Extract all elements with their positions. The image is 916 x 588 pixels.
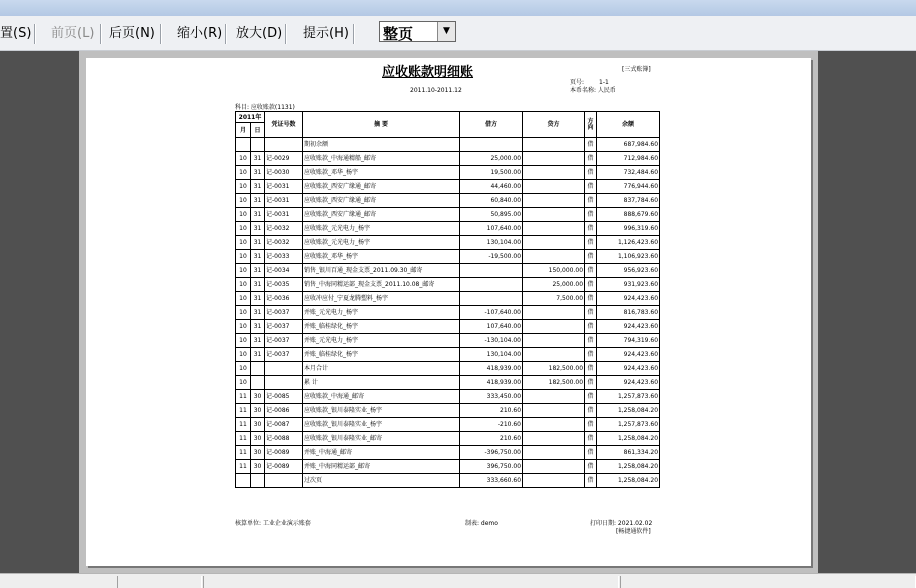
row-month: 10 (236, 208, 251, 222)
row-balance: 1,258,084.20 (597, 404, 660, 418)
row-summary: 销售_中海同精运部_现金支票_2011.10.08_邮寄 (303, 278, 460, 292)
row-day: 31 (251, 306, 265, 320)
row-credit (523, 446, 585, 460)
row-balance: 816,783.60 (597, 306, 660, 320)
row-credit (523, 390, 585, 404)
row-summary: 并账_元光电力_杨宇 (303, 306, 460, 320)
toolbar-separator (225, 24, 227, 44)
row-debit (460, 278, 523, 292)
row-credit: 7,500.00 (523, 292, 585, 306)
row-day: 30 (251, 460, 265, 474)
status-pane (620, 576, 916, 588)
print-setup-button[interactable]: 置(S) (0, 26, 32, 41)
header-credit: 贷方 (523, 112, 585, 138)
row-debit: 107,640.00 (460, 222, 523, 236)
row-balance: 861,334.20 (597, 446, 660, 460)
row-debit: 107,640.00 (460, 320, 523, 334)
row-day: 31 (251, 222, 265, 236)
row-balance: 924,423.60 (597, 362, 660, 376)
row-direction: 借 (585, 264, 597, 278)
header-balance: 余额 (597, 112, 660, 138)
row-debit: 25,000.00 (460, 152, 523, 166)
ledger-row (236, 320, 660, 334)
row-balance: 1,258,084.20 (597, 432, 660, 446)
row-direction: 借 (585, 208, 597, 222)
row-direction: 借 (585, 362, 597, 376)
row-day: 31 (251, 250, 265, 264)
row-voucher: 记-0089 (265, 446, 303, 460)
row-credit (523, 208, 585, 222)
hint-button[interactable]: 提示(H) (303, 26, 349, 41)
row-summary: 应收账款_邓华_杨宇 (303, 250, 460, 264)
ledger-row (236, 306, 660, 320)
row-balance: 1,126,423.60 (597, 236, 660, 250)
row-month: 10 (236, 236, 251, 250)
row-voucher: 记-0036 (265, 292, 303, 306)
row-credit (523, 460, 585, 474)
row-month: 11 (236, 432, 251, 446)
row-direction: 借 (585, 404, 597, 418)
header-debit: 借方 (460, 112, 523, 138)
header-month: 月 (236, 123, 251, 138)
row-summary: 应收账款_西安广缘通_邮寄 (303, 194, 460, 208)
row-credit (523, 250, 585, 264)
row-day: 30 (251, 390, 265, 404)
row-voucher: 记-0034 (265, 264, 303, 278)
row-month: 10 (236, 292, 251, 306)
row-summary: 销售_银川百通_现金支票_2011.09.30_邮寄 (303, 264, 460, 278)
row-voucher: 记-0031 (265, 180, 303, 194)
ledger-row (236, 180, 660, 194)
ledger-row (236, 222, 660, 236)
prev-page-button[interactable]: 前页(L) (51, 26, 95, 41)
row-balance: 1,257,873.60 (597, 390, 660, 404)
row-credit (523, 334, 585, 348)
ledger-row (236, 250, 660, 264)
ledger-row (236, 278, 660, 292)
row-month: 11 (236, 390, 251, 404)
row-month: 11 (236, 446, 251, 460)
page-number-label: 页号: (570, 79, 585, 86)
row-debit: -19,500.00 (460, 250, 523, 264)
row-debit: -107,640.00 (460, 306, 523, 320)
row-balance: 956,923.60 (597, 264, 660, 278)
row-direction: 借 (585, 292, 597, 306)
row-balance: 924,423.60 (597, 376, 660, 390)
row-voucher: 记-0085 (265, 390, 303, 404)
row-voucher: 记-0037 (265, 320, 303, 334)
row-voucher (265, 362, 303, 376)
row-direction: 借 (585, 222, 597, 236)
ledger-row (236, 418, 660, 432)
row-voucher (265, 376, 303, 390)
row-day (251, 138, 265, 152)
ledger-row (236, 334, 660, 348)
row-day: 31 (251, 334, 265, 348)
row-voucher: 记-0035 (265, 278, 303, 292)
row-direction: 借 (585, 474, 597, 488)
row-voucher: 记-0037 (265, 306, 303, 320)
row-debit: -396,750.00 (460, 446, 523, 460)
row-direction: 借 (585, 278, 597, 292)
row-debit (460, 292, 523, 306)
row-month: 10 (236, 180, 251, 194)
row-direction: 借 (585, 432, 597, 446)
row-credit (523, 418, 585, 432)
row-credit (523, 236, 585, 250)
row-credit (523, 166, 585, 180)
row-balance: 1,257,873.60 (597, 418, 660, 432)
row-balance: 794,319.60 (597, 334, 660, 348)
row-balance: 1,106,923.60 (597, 250, 660, 264)
row-debit: 60,840.00 (460, 194, 523, 208)
row-voucher: 记-0031 (265, 194, 303, 208)
row-direction: 借 (585, 320, 597, 334)
account-subject: 科目: 应收账款(1131) (235, 104, 295, 111)
row-debit: 418,939.00 (460, 376, 523, 390)
row-day: 31 (251, 208, 265, 222)
row-summary: 并账_中海同精运部_邮寄 (303, 460, 460, 474)
page-number-value: 1-1 (599, 79, 609, 86)
footer-unit: 核算单位: 工业企业演示账套 (235, 520, 311, 527)
zoom-out-button[interactable]: 缩小(R) (177, 26, 223, 41)
header-summary: 摘 要 (303, 112, 460, 138)
row-summary: 应收账款_西安广缘通_邮寄 (303, 208, 460, 222)
row-voucher: 记-0029 (265, 152, 303, 166)
ledger-row (236, 390, 660, 404)
status-pane (117, 576, 202, 588)
row-balance: 996,319.60 (597, 222, 660, 236)
row-credit (523, 404, 585, 418)
zoom-in-button[interactable]: 放大(D) (236, 26, 283, 41)
ledger-row (236, 292, 660, 306)
row-direction: 借 (585, 446, 597, 460)
row-month: 10 (236, 334, 251, 348)
currency-label: 本币名称: 人民币 (570, 87, 616, 94)
row-month: 10 (236, 376, 251, 390)
row-credit: 182,500.00 (523, 376, 585, 390)
row-summary: 应收账款_西安广缘通_邮寄 (303, 180, 460, 194)
toolbar-separator (160, 24, 162, 44)
chevron-down-icon[interactable]: ▼ (437, 22, 455, 41)
row-direction: 借 (585, 236, 597, 250)
zoom-select[interactable] (379, 21, 456, 42)
row-day (251, 362, 265, 376)
row-debit: 210.60 (460, 432, 523, 446)
row-month: 11 (236, 460, 251, 474)
row-day: 31 (251, 194, 265, 208)
row-voucher: 记-0037 (265, 334, 303, 348)
ledger-row (236, 404, 660, 418)
row-day: 30 (251, 432, 265, 446)
report-title: 应收账款明细账 (382, 65, 474, 80)
ledger-row (236, 446, 660, 460)
row-day: 31 (251, 152, 265, 166)
row-month: 11 (236, 404, 251, 418)
row-credit (523, 138, 585, 152)
status-bar (0, 573, 916, 588)
ledger-row (236, 166, 660, 180)
row-summary: 过次页 (303, 474, 460, 488)
ledger-row (236, 152, 660, 166)
row-credit (523, 306, 585, 320)
row-summary: 应收账款_中海通_邮寄 (303, 390, 460, 404)
row-balance: 924,423.60 (597, 320, 660, 334)
row-voucher (265, 138, 303, 152)
row-debit (460, 138, 523, 152)
row-credit: 150,000.00 (523, 264, 585, 278)
row-summary: 应收账款_元光电力_杨宇 (303, 222, 460, 236)
row-month: 10 (236, 152, 251, 166)
header-direction: 方向 (585, 112, 597, 138)
report-period: 2011.10-2011.12 (410, 87, 462, 94)
row-credit (523, 222, 585, 236)
row-day: 31 (251, 180, 265, 194)
row-voucher: 记-0089 (265, 460, 303, 474)
row-day (251, 376, 265, 390)
row-credit (523, 348, 585, 362)
row-day: 31 (251, 320, 265, 334)
row-debit: 333,660.60 (460, 474, 523, 488)
row-direction: 借 (585, 334, 597, 348)
ledger-row (236, 460, 660, 474)
print-preview-toolbar (0, 16, 916, 51)
status-pane (203, 576, 619, 588)
row-month: 10 (236, 278, 251, 292)
ledger-row (236, 264, 660, 278)
row-day: 30 (251, 418, 265, 432)
row-balance: 1,258,084.20 (597, 460, 660, 474)
row-voucher: 记-0037 (265, 348, 303, 362)
row-balance: 1,258,084.20 (597, 474, 660, 488)
row-voucher: 记-0032 (265, 236, 303, 250)
row-month: 10 (236, 222, 251, 236)
row-debit: 210.60 (460, 404, 523, 418)
row-balance: 924,423.60 (597, 292, 660, 306)
ledger-body (236, 138, 660, 488)
row-direction: 借 (585, 460, 597, 474)
row-voucher: 记-0088 (265, 432, 303, 446)
row-summary: 应收账款_元光电力_杨宇 (303, 236, 460, 250)
row-month: 10 (236, 306, 251, 320)
row-day (251, 474, 265, 488)
row-direction: 借 (585, 390, 597, 404)
page-frame (79, 51, 818, 573)
row-debit: 44,460.00 (460, 180, 523, 194)
row-credit (523, 152, 585, 166)
row-voucher: 记-0087 (265, 418, 303, 432)
row-credit (523, 432, 585, 446)
row-debit: 50,895.00 (460, 208, 523, 222)
row-day: 31 (251, 236, 265, 250)
row-credit (523, 320, 585, 334)
row-month (236, 474, 251, 488)
ledger-row (236, 362, 660, 376)
row-day: 30 (251, 404, 265, 418)
row-debit: -130,104.00 (460, 334, 523, 348)
header-year: 2011年 (236, 112, 265, 123)
row-credit: 182,500.00 (523, 362, 585, 376)
row-voucher: 记-0086 (265, 404, 303, 418)
row-debit: 130,104.00 (460, 236, 523, 250)
row-summary: 并账_临桂绿化_杨宇 (303, 348, 460, 362)
row-credit (523, 474, 585, 488)
row-day: 31 (251, 278, 265, 292)
header-voucher: 凭证号数 (265, 112, 303, 138)
row-voucher: 记-0030 (265, 166, 303, 180)
row-month: 10 (236, 250, 251, 264)
row-summary: 期初余额 (303, 138, 460, 152)
row-month: 10 (236, 320, 251, 334)
row-summary: 应收账款_邓华_杨宇 (303, 166, 460, 180)
row-voucher: 记-0031 (265, 208, 303, 222)
row-summary: 应收冲应付_宁夏龙腾塑料_杨宇 (303, 292, 460, 306)
row-summary: 本月合计 (303, 362, 460, 376)
row-debit (460, 264, 523, 278)
row-balance: 837,784.60 (597, 194, 660, 208)
row-debit: 418,939.00 (460, 362, 523, 376)
row-balance: 776,944.60 (597, 180, 660, 194)
row-direction: 借 (585, 180, 597, 194)
preview-viewport[interactable] (0, 51, 916, 573)
toolbar-separator (100, 24, 102, 44)
row-month: 10 (236, 264, 251, 278)
row-direction: 借 (585, 152, 597, 166)
row-summary: 并账_中海通_邮寄 (303, 446, 460, 460)
row-credit (523, 180, 585, 194)
ledger-row (236, 194, 660, 208)
ledger-row (236, 432, 660, 446)
row-summary: 并账_元光电力_杨宇 (303, 334, 460, 348)
row-balance: 931,923.60 (597, 278, 660, 292)
ledger-table (235, 111, 660, 488)
row-balance: 924,423.60 (597, 348, 660, 362)
row-debit: 130,104.00 (460, 348, 523, 362)
row-month (236, 138, 251, 152)
footer-software-note: [畅捷通软件] (616, 528, 651, 535)
row-voucher: 记-0033 (265, 250, 303, 264)
row-balance: 732,484.60 (597, 166, 660, 180)
row-direction: 借 (585, 250, 597, 264)
row-month: 10 (236, 194, 251, 208)
row-voucher (265, 474, 303, 488)
row-direction: 借 (585, 348, 597, 362)
row-debit: 396,750.00 (460, 460, 523, 474)
row-direction: 借 (585, 306, 597, 320)
footer-preparer: 制表: demo (465, 520, 498, 527)
ledger-row (236, 376, 660, 390)
row-day: 30 (251, 446, 265, 460)
row-summary: 并账_临桂绿化_杨宇 (303, 320, 460, 334)
row-direction: 借 (585, 194, 597, 208)
header-day: 日 (251, 123, 265, 138)
ledger-row (236, 348, 660, 362)
row-summary: 累 计 (303, 376, 460, 390)
row-credit (523, 194, 585, 208)
ledger-row (236, 208, 660, 222)
row-day: 31 (251, 348, 265, 362)
row-day: 31 (251, 264, 265, 278)
row-month: 10 (236, 166, 251, 180)
row-direction: 借 (585, 138, 597, 152)
row-balance: 888,679.60 (597, 208, 660, 222)
toolbar-separator (34, 24, 36, 44)
report-page (86, 58, 811, 566)
row-direction: 借 (585, 166, 597, 180)
row-voucher: 记-0032 (265, 222, 303, 236)
row-debit: 333,450.00 (460, 390, 523, 404)
row-credit: 25,000.00 (523, 278, 585, 292)
book-type-tag: [三式账簿] (622, 66, 651, 73)
row-day: 31 (251, 292, 265, 306)
row-month: 10 (236, 362, 251, 376)
row-direction: 借 (585, 418, 597, 432)
zoom-select-value: 整页 (383, 25, 414, 43)
row-debit: -210.60 (460, 418, 523, 432)
row-debit: 19,500.00 (460, 166, 523, 180)
ledger-row (236, 236, 660, 250)
toolbar-separator (353, 24, 355, 44)
toolbar-separator (285, 24, 287, 44)
next-page-button[interactable]: 后页(N) (109, 26, 155, 41)
row-summary: 应收账款_银川泰隆实业_杨宇 (303, 418, 460, 432)
row-balance: 712,984.60 (597, 152, 660, 166)
row-day: 31 (251, 166, 265, 180)
window-title-bar (0, 0, 916, 16)
ledger-row (236, 474, 660, 488)
ledger-row (236, 138, 660, 152)
row-direction: 借 (585, 376, 597, 390)
row-summary: 应收账款_中海通精船_邮寄 (303, 152, 460, 166)
row-month: 11 (236, 418, 251, 432)
row-month: 10 (236, 348, 251, 362)
row-summary: 应收账款_银川泰隆实业_邮寄 (303, 432, 460, 446)
row-balance: 687,984.60 (597, 138, 660, 152)
row-summary: 应收账款_银川泰隆实业_杨宇 (303, 404, 460, 418)
footer-print-date: 打印日期: 2021.02.02 (590, 520, 653, 527)
